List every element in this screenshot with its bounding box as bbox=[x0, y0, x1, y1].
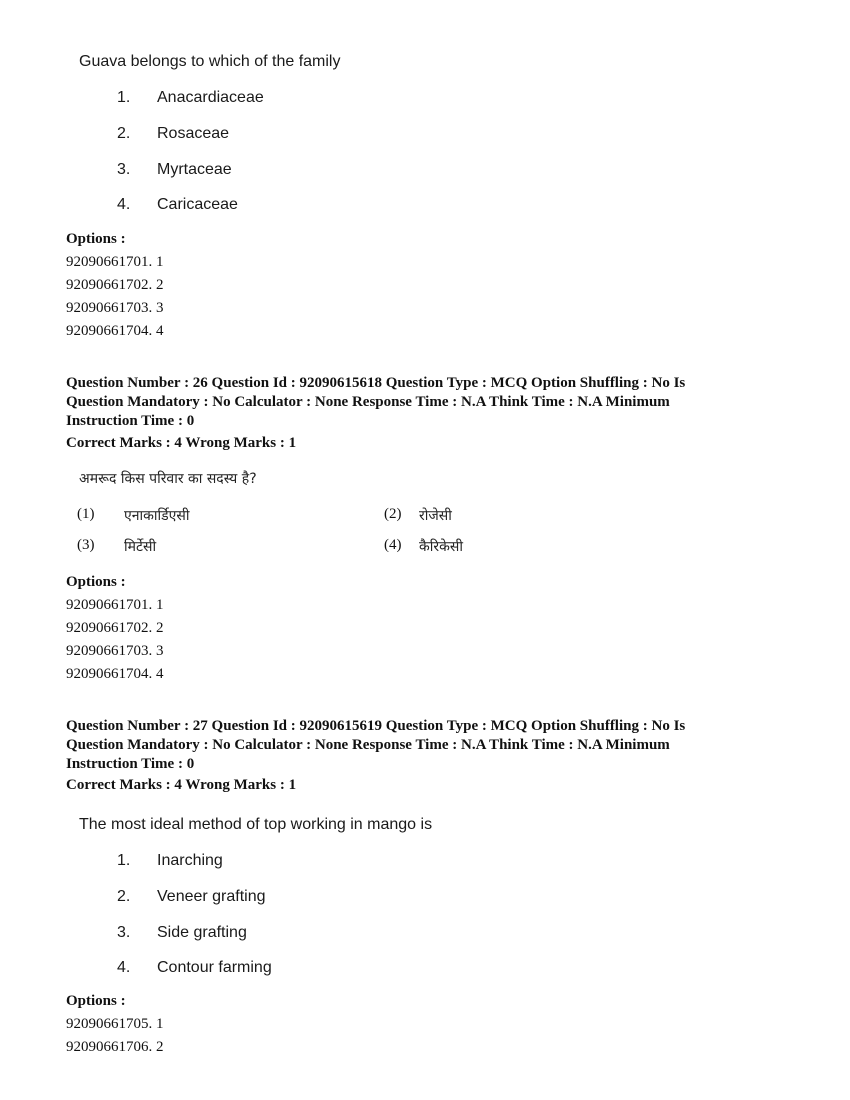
question-stem: The most ideal method of top working in mango is bbox=[79, 816, 433, 833]
option-id: 92090661705. 1 bbox=[66, 1016, 164, 1032]
question-meta-line: Question Number : 26 Question Id : 92090615618 Question Type : MCQ Option Shuffling : No Is bbox=[66, 375, 686, 391]
option-text: एनाकार्डिएसी bbox=[124, 508, 190, 524]
question-marks: Correct Marks : 4 Wrong Marks : 1 bbox=[66, 777, 297, 793]
option-text: Anacardiaceae bbox=[157, 89, 264, 106]
question-stem: अमरूद किस परिवार का सदस्य है? bbox=[79, 471, 257, 487]
options-label: Options : bbox=[66, 231, 126, 247]
option-number: (1) bbox=[77, 506, 95, 522]
option-text: कैरिकेसी bbox=[419, 539, 463, 555]
option-text: Contour farming bbox=[157, 959, 272, 976]
option-number: (3) bbox=[77, 537, 95, 553]
question-meta-line: Instruction Time : 0 bbox=[66, 413, 195, 429]
option-text: Rosaceae bbox=[157, 125, 230, 142]
option-number: 2. bbox=[117, 888, 131, 905]
option-text: Myrtaceae bbox=[157, 161, 232, 178]
question-meta bbox=[66, 717, 766, 774]
option-text: Inarching bbox=[157, 852, 223, 869]
question-meta-line: Question Number : 27 Question Id : 92090615619 Question Type : MCQ Option Shuffling : No Is bbox=[66, 718, 686, 734]
option-id: 92090661706. 2 bbox=[66, 1039, 164, 1055]
option-id: 92090661703. 3 bbox=[66, 300, 164, 316]
option-id: 92090661702. 2 bbox=[66, 277, 164, 293]
option-id: 92090661703. 3 bbox=[66, 643, 164, 659]
options-label: Options : bbox=[66, 574, 126, 590]
option-number: 4. bbox=[117, 196, 131, 213]
option-text: मिर्टेसी bbox=[124, 539, 157, 555]
question-meta-line: Instruction Time : 0 bbox=[66, 756, 195, 772]
question-marks: Correct Marks : 4 Wrong Marks : 1 bbox=[66, 435, 297, 451]
option-id: 92090661701. 1 bbox=[66, 254, 164, 270]
option-number: 1. bbox=[117, 89, 131, 106]
option-number: 1. bbox=[117, 852, 131, 869]
option-id: 92090661701. 1 bbox=[66, 597, 164, 613]
option-number: 2. bbox=[117, 125, 131, 142]
option-number: 3. bbox=[117, 161, 131, 178]
option-number: 3. bbox=[117, 924, 131, 941]
option-id: 92090661702. 2 bbox=[66, 620, 164, 636]
question-meta-line: Question Mandatory : No Calculator : None Response Time : N.A Think Time : N.A Minimum bbox=[66, 737, 670, 753]
option-text: Veneer grafting bbox=[157, 888, 266, 905]
question-stem: Guava belongs to which of the family bbox=[79, 53, 341, 70]
option-id: 92090661704. 4 bbox=[66, 666, 164, 682]
option-text: Caricaceae bbox=[157, 196, 238, 213]
question-meta bbox=[66, 374, 766, 431]
option-number: 4. bbox=[117, 959, 131, 976]
options-label: Options : bbox=[66, 993, 126, 1009]
question-meta-line: Question Mandatory : No Calculator : None Response Time : N.A Think Time : N.A Minimum bbox=[66, 394, 670, 410]
option-id: 92090661704. 4 bbox=[66, 323, 164, 339]
option-number: (4) bbox=[384, 537, 402, 553]
option-text: रोजेसी bbox=[419, 508, 452, 524]
option-text: Side grafting bbox=[157, 924, 247, 941]
option-number: (2) bbox=[384, 506, 402, 522]
